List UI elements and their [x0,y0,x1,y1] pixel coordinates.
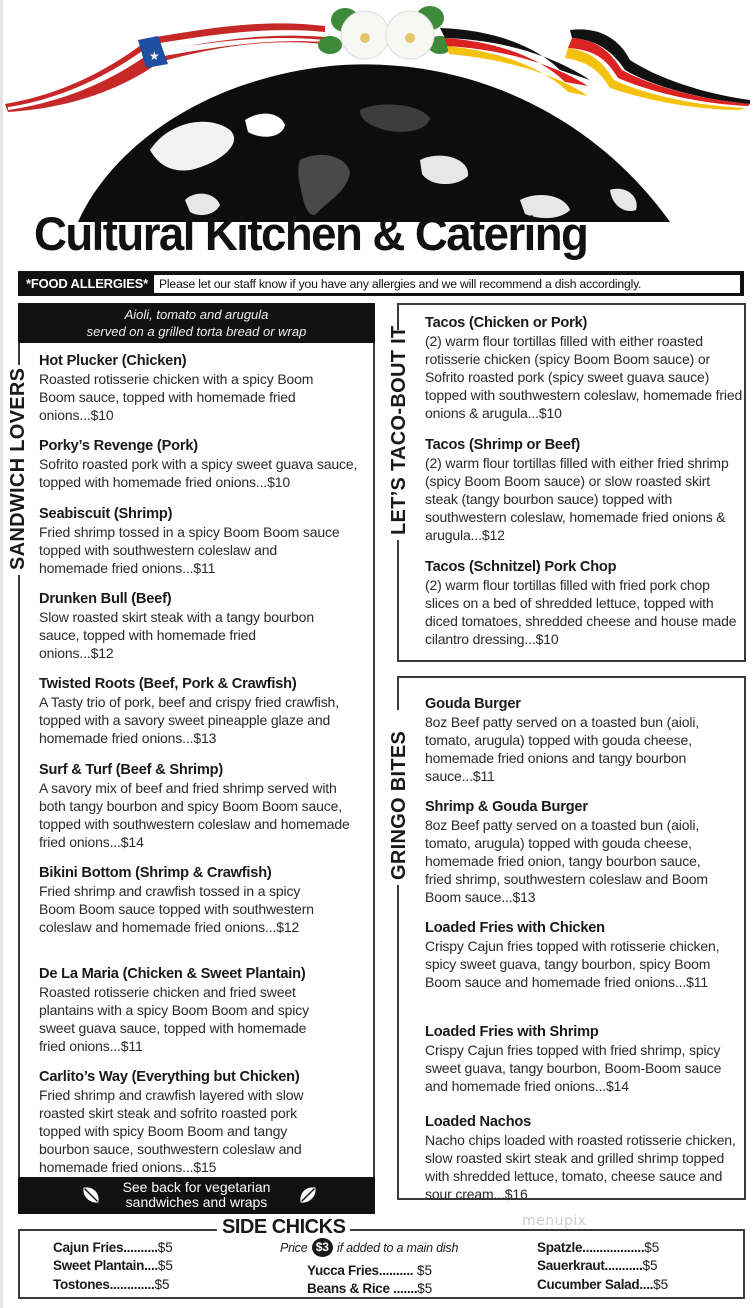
item-name: Twisted Roots (Beef, Pork & Crawfish) [39,676,297,692]
gringo-section [397,676,746,1200]
side-price: $5 [413,1263,433,1278]
price-note-prefix: Price [280,1240,308,1255]
sandwich-side-label-wrap [4,365,30,575]
item-description: Crispy Cajun fries topped with fried shrimp, spicy sweet guava, tangy bourbon, Boom-Boom sauce and homemade fried onions...$14 [425,1042,722,1094]
menu-item [425,695,725,785]
side-price: $5 [157,1240,173,1255]
world-map-icon [78,64,670,222]
item-description: Roasted rotisserie chicken and fried sweet plantains with a spicy Boom Boom and spicy sweet guava sauce, topped with homemade fried onions...$11 [39,984,309,1054]
item-name: Loaded Fries with Chicken [425,920,605,936]
menu-item [39,675,359,747]
menu-item [425,314,745,422]
sandwich-section-header [18,303,375,343]
item-description: A Tasty trio of pork, beef and crispy fried crawfish, topped with a savory sweet pineapple glaze and homemade fried onions...$13 [39,694,339,746]
side-price: $5 [157,1258,173,1273]
taco-section [397,303,746,662]
side-price: $5 [644,1240,660,1255]
menu-item [425,558,747,648]
leaf-icon [80,1184,102,1206]
allergy-notice [18,271,744,296]
allergy-label: *FOOD ALLERGIES* [26,276,148,291]
item-description: Fried shrimp and crawfish tossed in a spicy Boom Boom sauce topped with southwestern coleslaw and homemade fried onions...$12 [39,883,314,935]
item-name: Surf & Turf (Beef & Shrimp) [39,762,224,778]
menu-item [425,1113,743,1203]
item-name: Tacos (Shrimp or Beef) [425,437,581,453]
price-note-suffix: if added to a main dish [337,1240,459,1255]
menu-item [425,798,725,906]
item-description: Slow roasted skirt steak with a tangy bourbon sauce, topped with homemade fried onions...$12 [39,609,314,661]
item-name: De La Maria (Chicken & Sweet Plantain) [39,966,306,982]
magnolia-flowers-icon [318,6,452,59]
price-badge: $3 [312,1238,333,1257]
side-name: Sauerkraut........... [537,1258,643,1273]
item-description: (2) warm flour tortillas filled with either roasted rotisserie chicken (spicy Boom Boom sauce) or Sofrito roasted pork (spicy sweet guava sauce) topped with southwestern coleslaw, homemade fried onions & arugula...$10 [425,333,743,421]
item-name: Seabiscuit (Shrimp) [39,506,173,522]
watermark: menupix [522,1213,587,1229]
side-item [53,1276,170,1294]
item-name: Tacos (Chicken or Pork) [425,315,588,331]
item-description: (2) warm flour tortillas filled with fried pork chop slices on a bed of shredded lettuce, topped with diced tomatoes, shredded cheese and house made cilantro dressing...$10 [425,577,737,647]
sandwich-header-line-2: served on a grilled torta bread or wrap [86,324,307,339]
item-name: Bikini Bottom (Shrimp & Crawfish) [39,865,272,881]
item-name: Gouda Burger [425,696,521,712]
menu-item [39,437,359,491]
side-price: $5 [653,1277,669,1292]
item-description: 8oz Beef patty served on a toasted bun (aioli, tomato, arugula) topped with gouda cheese, homemade fried onions and tangy bourbon sauce...$11 [425,714,700,784]
side-name: Cajun Fries.......... [53,1240,158,1255]
item-name: Loaded Fries with Shrimp [425,1024,599,1040]
item-name: Porky’s Revenge (Pork) [39,438,198,454]
side-name: Tostones............. [53,1277,155,1292]
item-description: Nacho chips loaded with roasted rotisserie chicken, slow roasted skirt steak and grilled shrimp topped with shredded lettuce, tomato, cheese sauce and sour cream...$16 [425,1132,736,1202]
menu-item [425,919,725,991]
item-description: A savory mix of beef and fried shrimp served with both tangy bourbon and spicy Boom Boom sauce, topped with southwestern coleslaw and homemade fried onions...$14 [39,780,350,850]
menu-item [39,965,359,1055]
gringo-side-label: GRINGO BITES [388,730,410,880]
side-price: $5 [417,1281,433,1296]
sandwich-header-line-1: Aioli, tomato and arugula [124,307,269,322]
item-description: 8oz Beef patty served on a toasted bun (aioli, tomato, arugula) topped with gouda cheese, homemade fried onion, tangy bourbon sauce, fried shrimp, southwestern coleslaw and Boom Boom sauce...$13 [425,817,708,905]
side-name: Spatzle.................. [537,1240,645,1255]
menu-item [39,1068,359,1176]
side-item [53,1239,173,1257]
side-name: Yucca Fries.......... [307,1263,414,1278]
item-name: Loaded Nachos [425,1114,532,1130]
vegetarian-notice [18,1177,375,1214]
item-description: Fried shrimp tossed in a spicy Boom Boom sauce topped with southwestern coleslaw and homemade fried onions...$11 [39,524,340,576]
side-item [537,1276,668,1294]
menu-item [39,505,359,577]
side-name: Sweet Plantain.... [53,1258,158,1273]
item-name: Carlito’s Way (Everything but Chicken) [39,1069,300,1085]
vegetarian-notice-line-1: See back for vegetarian [122,1179,271,1195]
item-description: (2) warm flour tortillas filled with either fried shrimp (spicy Boom Boom sauce) or slow roasted skirt steak (tangy bourbon sauce) topped with southwestern coleslaw, homemade fried onions & arugula...$12 [425,455,729,543]
side-item [307,1280,432,1298]
side-item [307,1262,432,1280]
gringo-side-label-wrap [385,710,411,885]
item-name: Tacos (Schnitzel) Pork Chop [425,559,617,575]
item-name: Drunken Bull (Beef) [39,591,172,607]
menu-item [39,590,359,662]
leaf-icon [297,1184,319,1206]
sandwich-side-label: SANDWICH LOVERS [7,367,29,570]
sandwich-section [18,303,375,1214]
item-description: Crispy Cajun fries topped with rotisserie chicken, spicy sweet guava, tangy bourbon, spicy Boom Boom sauce and homemade fried onions...$11 [425,938,720,990]
item-name: Shrimp & Gouda Burger [425,799,588,815]
item-name: Hot Plucker (Chicken) [39,353,187,369]
svg-text:★: ★ [149,49,160,63]
menu-item [39,864,359,936]
side-price: $5 [642,1258,658,1273]
side-item [53,1257,173,1275]
taco-side-label-wrap [385,325,411,540]
side-price-note [280,1240,458,1257]
side-name: Cucumber Salad.... [537,1277,654,1292]
side-item [537,1239,659,1257]
header-artwork [0,0,755,225]
sides-title: SIDE CHICKS [217,1216,350,1239]
menu-item [425,436,735,544]
allergy-message: Please let our staff know if you have any allergies and we will recommend a dish accordingly. [154,275,740,293]
taco-side-label: LET’S TACO-BOUT IT [388,325,410,535]
item-description: Sofrito roasted pork with a spicy sweet guava sauce, topped with homemade fried onions...$10 [39,456,358,490]
menu-item [39,761,359,851]
menu-item [39,352,359,424]
side-name: Beans & Rice ....... [307,1281,418,1296]
item-description: Fried shrimp and crawfish layered with slow roasted skirt steak and sofrito roasted pork topped with spicy Boom Boom and tangy bourbon sauce, southwestern coleslaw and homemade fried onions...$15 [39,1087,304,1175]
menu-item [425,1023,747,1095]
item-description: Roasted rotisserie chicken with a spicy Boom Boom sauce, topped with homemade fried onions...$10 [39,371,314,423]
side-item [537,1257,658,1275]
restaurant-title: Cultural Kitchen & Catering [34,207,588,260]
vegetarian-notice-line-2: sandwiches and wraps [125,1194,268,1210]
side-price: $5 [154,1277,170,1292]
